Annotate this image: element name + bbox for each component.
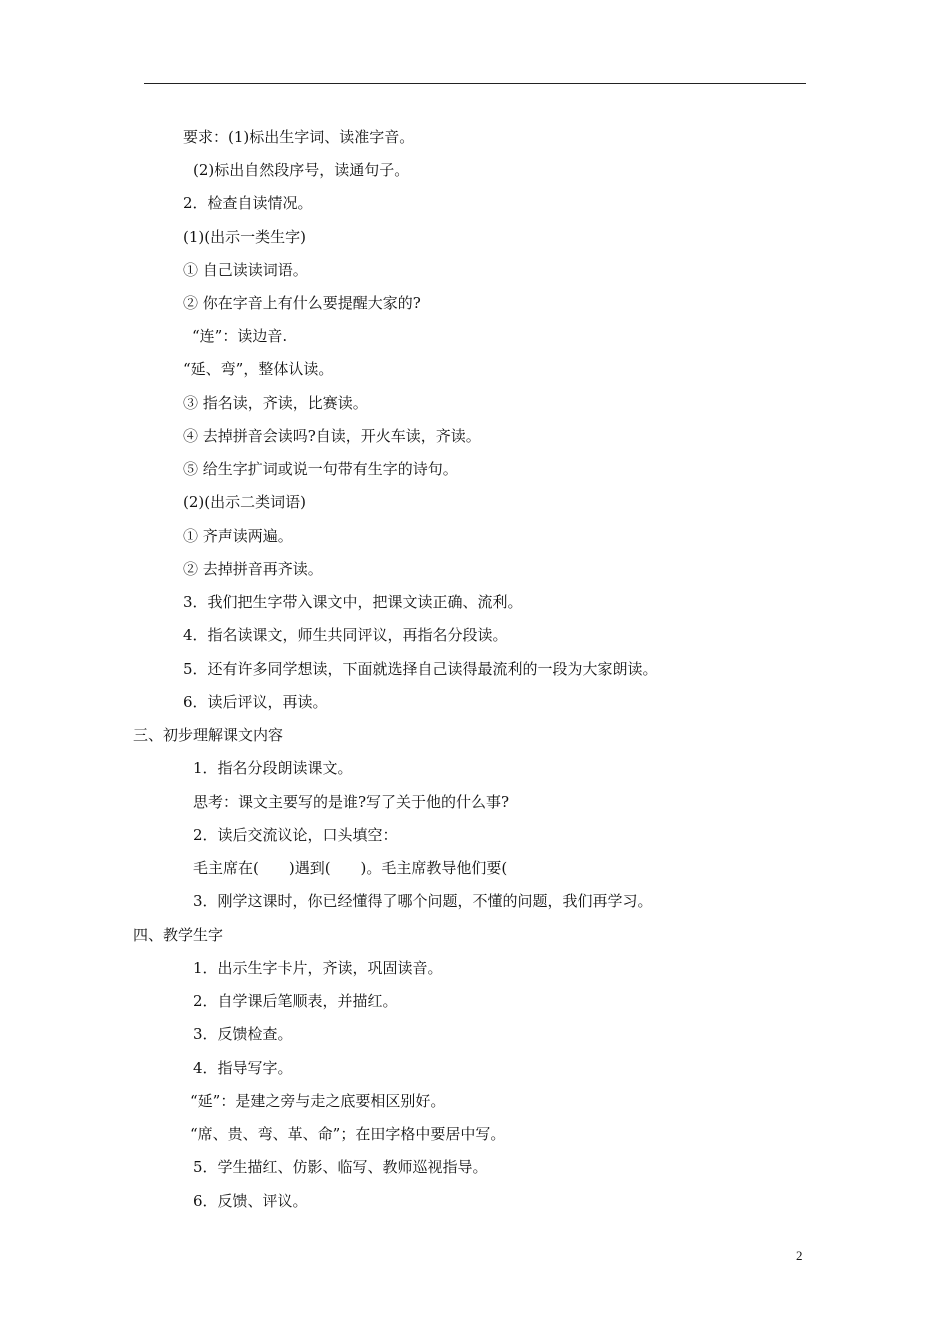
text-line: ② 你在字音上有什么要提醒大家的? [183,294,421,312]
text-line: ④ 去掉拼音会读吗?自读，开火车读，齐读。 [183,427,481,445]
text-line: 4．指名读课文，师生共同评议，再指名分段读。 [183,626,508,644]
text-line: 2．读后交流议论，口头填空： [193,826,398,844]
text-line: ③ 指名读，齐读，比赛读。 [183,394,368,412]
text-line: “连”：读边音. [192,327,288,345]
text-line: (1)(出示一类生字) [183,228,306,246]
page-number: 2 [796,1248,803,1263]
text-line: 5．还有许多同学想读，下面就选择自己读得最流利的一段为大家朗读。 [183,660,658,678]
text-line: ② 去掉拼音再齐读。 [183,560,323,578]
text-line: 4．指导写字。 [193,1059,293,1077]
text-line: 6．读后评议，再读。 [183,693,328,711]
text-line-fill-blank: 毛主席在( )遇到( )。毛主席教导他们要( [193,859,508,877]
text-line: “延”：是建之旁与走之底要相区别好。 [190,1092,446,1110]
text-line: 1．出示生字卡片，齐读，巩固读音。 [193,959,443,977]
section-heading: 三、初步理解课文内容 [133,726,284,744]
text-line: 3．刚学这课时，你已经懂得了哪个问题，不懂的问题，我们再学习。 [193,892,653,910]
text-line: ⑤ 给生字扩词或说一句带有生字的诗句。 [183,460,458,478]
text-line: 5．学生描红、仿影、临写、教师巡视指导。 [193,1158,488,1176]
text-line: ① 齐声读两遍。 [183,527,293,545]
text-line: 1．指名分段朗读课文。 [193,759,353,777]
section-heading: 四、教学生字 [133,926,224,944]
text-line: (2)标出自然段序号，读通句子。 [193,161,410,179]
text-line: “延、弯”，整体认读。 [183,360,334,378]
text-line: 3．反馈检查。 [193,1025,293,1043]
text-line: “席、贵、弯、革、命”；在田字格中要居中写。 [190,1125,506,1143]
header-rule [144,83,806,84]
text-line: 2．自学课后笔顺表，并描红。 [193,992,398,1010]
text-line: 2．检查自读情况。 [183,194,313,212]
text-line: ① 自己读读词语。 [183,261,308,279]
text-line: 6．反馈、评议。 [193,1192,308,1210]
text-line: 思考：课文主要写的是谁?写了关于他的什么事? [193,793,510,811]
text-line: 3．我们把生字带入课文中，把课文读正确、流利。 [183,593,523,611]
text-line: (2)(出示二类词语) [183,493,306,511]
text-line-requirements: 要求：(1)标出生字词、读准字音。 [183,128,415,146]
